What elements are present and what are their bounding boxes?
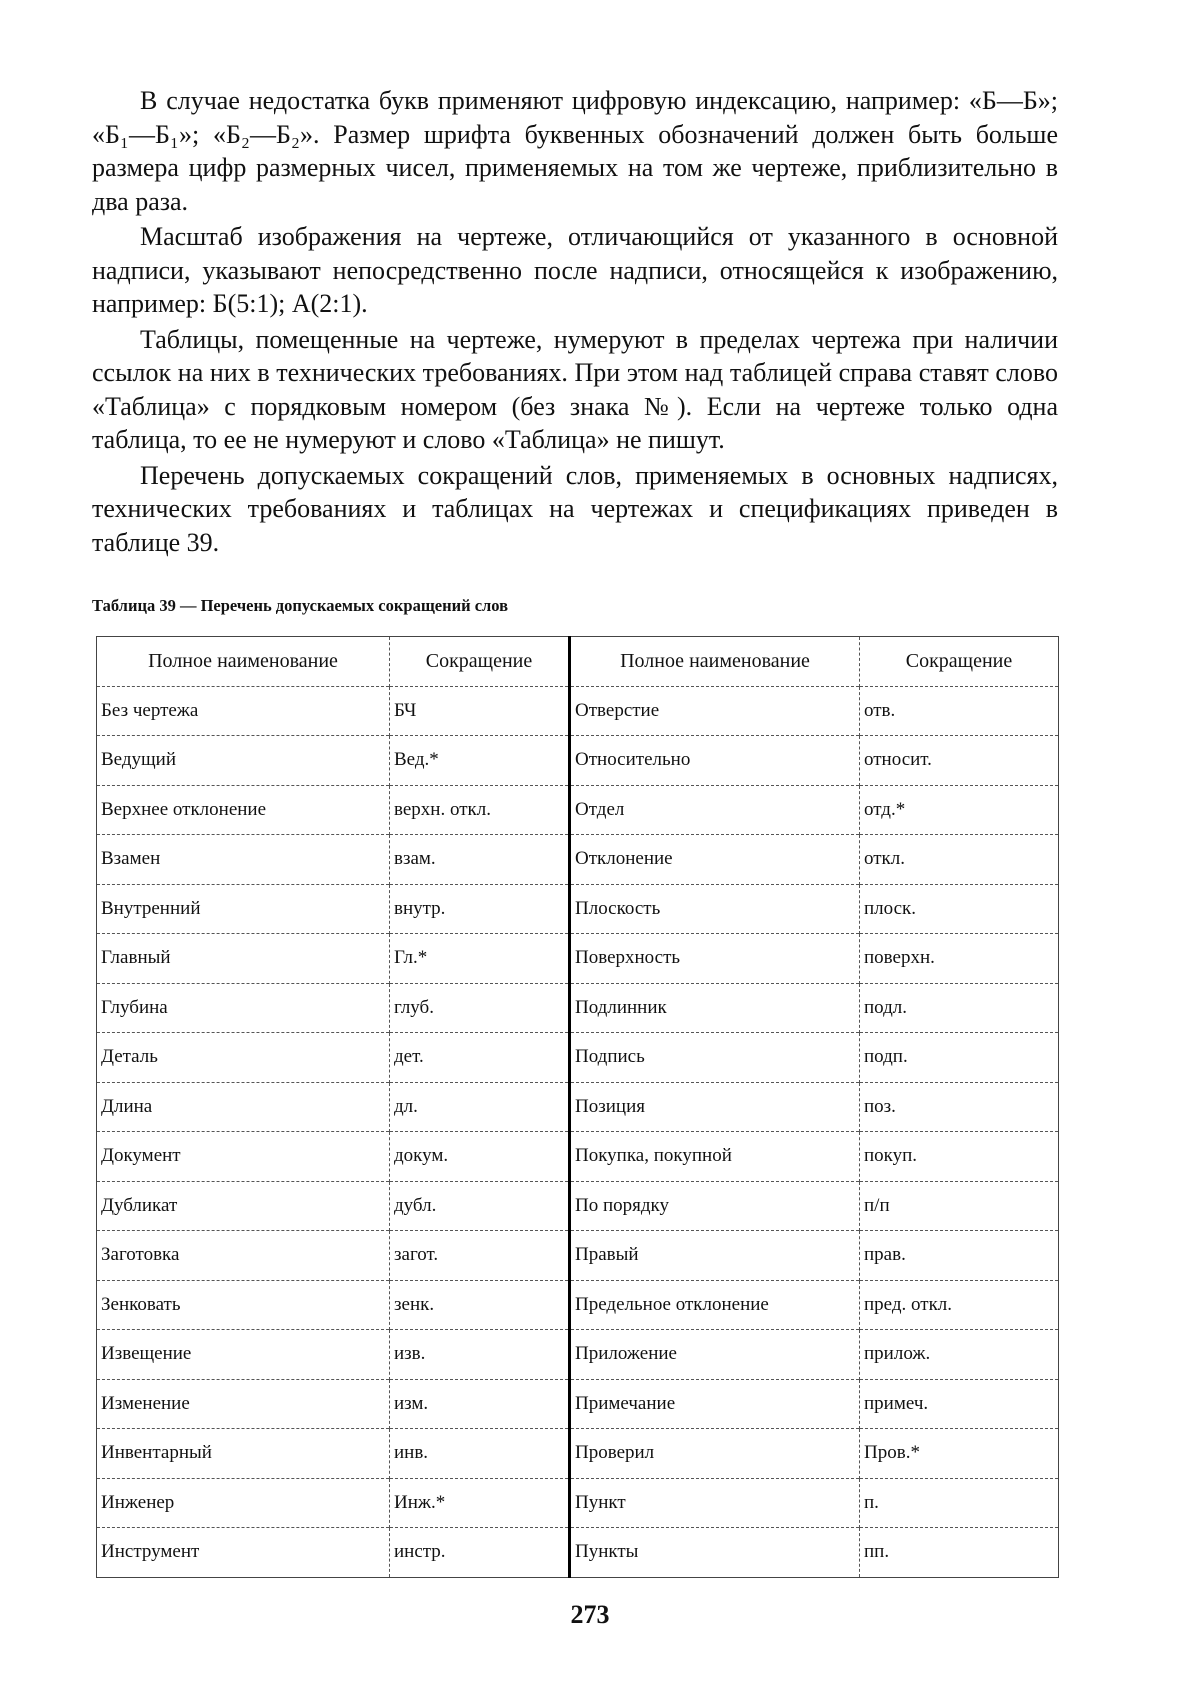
full-name-cell: Плоскость (570, 884, 860, 934)
full-name-cell: Главный (97, 934, 390, 984)
full-name-cell: Поверхность (570, 934, 860, 984)
page-number: 273 (570, 1600, 610, 1629)
abbreviation-cell: пп. (860, 1528, 1059, 1578)
body-text (92, 84, 1058, 561)
full-name-cell: Проверил (570, 1429, 860, 1479)
abbreviation-cell: отд.* (860, 785, 1059, 835)
abbreviation-cell: поз. (860, 1082, 1059, 1132)
abbreviation-cell: Гл.* (390, 934, 570, 984)
abbreviation-cell: дубл. (390, 1181, 570, 1231)
abbreviation-cell: дет. (390, 1033, 570, 1083)
abbreviation-cell: поверхн. (860, 934, 1059, 984)
full-name-cell: Зенковать (97, 1280, 390, 1330)
abbreviation-cell: инстр. (390, 1528, 570, 1578)
abbreviation-cell: подп. (860, 1033, 1059, 1083)
paragraph: Таблицы, помещенные на чертеже, нумеруют в пределах чертежа при наличии ссылок на них в технических требованиях. При этом над таблицей справа ставят слово «Таблица» с порядковым номером (без знака №). Если на чертеже только одна таблица, то ее не нумеруют и слово «Таблица» не пишут. (92, 324, 1058, 454)
full-name-cell: Относительно (570, 736, 860, 786)
table-row (97, 1181, 1059, 1231)
full-name-cell: Инженер (97, 1478, 390, 1528)
abbreviation-cell: п/п (860, 1181, 1059, 1231)
paragraph: Перечень допускаемых сокращений слов, применяемых в основных надписях, технических требованиях и таблицах на чертежах и спецификациях приведен в таблице 39. (92, 460, 1058, 557)
table-row (97, 934, 1059, 984)
paragraph: Масштаб изображения на чертеже, отличающийся от указанного в основной надписи, указывают непосредственно после надписи, относящейся к изображению, например: Б(5:1); А(2:1). (92, 222, 1058, 318)
full-name-cell: Подпись (570, 1033, 860, 1083)
abbreviation-cell: дл. (390, 1082, 570, 1132)
full-name-cell: Документ (97, 1132, 390, 1182)
table-row (97, 1528, 1059, 1578)
full-name-cell: Пункт (570, 1478, 860, 1528)
abbreviation-cell: прилож. (860, 1330, 1059, 1380)
abbreviation-cell: примеч. (860, 1379, 1059, 1429)
column-header: Сокращение (390, 637, 570, 687)
table-row (97, 1478, 1059, 1528)
abbreviation-cell: верхн. откл. (390, 785, 570, 835)
full-name-cell: Правый (570, 1231, 860, 1281)
abbreviation-cell: Инж.* (390, 1478, 570, 1528)
abbreviation-cell: докум. (390, 1132, 570, 1182)
abbreviation-cell: внутр. (390, 884, 570, 934)
full-name-cell: Примечание (570, 1379, 860, 1429)
full-name-cell: Внутренний (97, 884, 390, 934)
abbreviation-cell: прав. (860, 1231, 1059, 1281)
table-body (97, 686, 1059, 1577)
abbreviation-cell: откл. (860, 835, 1059, 885)
abbreviation-cell: загот. (390, 1231, 570, 1281)
full-name-cell: Глубина (97, 983, 390, 1033)
abbreviation-cell: покуп. (860, 1132, 1059, 1182)
full-name-cell: Без чертежа (97, 686, 390, 736)
full-name-cell: Пункты (570, 1528, 860, 1578)
abbreviation-cell: п. (860, 1478, 1059, 1528)
abbreviation-cell: инв. (390, 1429, 570, 1479)
table-row (97, 1379, 1059, 1429)
table-row (97, 1132, 1059, 1182)
column-header: Сокращение (860, 637, 1059, 687)
table-row (97, 835, 1059, 885)
paragraph: В случае недостатка букв применяют цифровую индексацию, например: «Б—Б»; «Б₁—Б₁»; «Б₂—Б₂». Размер шрифта буквенных обозначений должен быть больше размера цифр размерных чисел, применяемых на том же чертеже, приблизительно в два раза. (92, 86, 1058, 216)
table-caption: Таблица 39 — Перечень допускаемых сокращений слов (92, 596, 509, 615)
abbreviation-cell: зенк. (390, 1280, 570, 1330)
abbreviation-cell: изв. (390, 1330, 570, 1380)
full-name-cell: Отдел (570, 785, 860, 835)
abbreviation-cell: глуб. (390, 983, 570, 1033)
full-name-cell: Извещение (97, 1330, 390, 1380)
abbreviations-table (96, 636, 1059, 1578)
column-header: Полное наименование (570, 637, 860, 687)
table-row (97, 1231, 1059, 1281)
table-row (97, 1280, 1059, 1330)
full-name-cell: Длина (97, 1082, 390, 1132)
abbreviation-cell: плоск. (860, 884, 1059, 934)
full-name-cell: Взамен (97, 835, 390, 885)
full-name-cell: Заготовка (97, 1231, 390, 1281)
abbreviation-cell: отв. (860, 686, 1059, 736)
full-name-cell: Инвентарный (97, 1429, 390, 1479)
column-header: Полное наименование (97, 637, 390, 687)
full-name-cell: Отверстие (570, 686, 860, 736)
table-row (97, 1429, 1059, 1479)
table-row (97, 1033, 1059, 1083)
table-row (97, 785, 1059, 835)
abbreviation-cell: пред. откл. (860, 1280, 1059, 1330)
full-name-cell: Деталь (97, 1033, 390, 1083)
full-name-cell: Покупка, покупной (570, 1132, 860, 1182)
table-header-row (97, 637, 1059, 687)
abbreviation-cell: подл. (860, 983, 1059, 1033)
full-name-cell: Подлинник (570, 983, 860, 1033)
abbreviation-cell: Вед.* (390, 736, 570, 786)
abbreviation-cell: изм. (390, 1379, 570, 1429)
full-name-cell: Верхнее отклонение (97, 785, 390, 835)
table-row (97, 1330, 1059, 1380)
full-name-cell: Ведущий (97, 736, 390, 786)
full-name-cell: Дубликат (97, 1181, 390, 1231)
table-row (97, 884, 1059, 934)
table-row (97, 1082, 1059, 1132)
table-row (97, 736, 1059, 786)
full-name-cell: Приложение (570, 1330, 860, 1380)
full-name-cell: Позиция (570, 1082, 860, 1132)
full-name-cell: Инструмент (97, 1528, 390, 1578)
full-name-cell: Отклонение (570, 835, 860, 885)
table-row (97, 686, 1059, 736)
abbreviation-cell: взам. (390, 835, 570, 885)
abbreviation-cell: БЧ (390, 686, 570, 736)
table-row (97, 983, 1059, 1033)
full-name-cell: По порядку (570, 1181, 860, 1231)
full-name-cell: Изменение (97, 1379, 390, 1429)
abbreviation-cell: Пров.* (860, 1429, 1059, 1479)
full-name-cell: Предельное отклонение (570, 1280, 860, 1330)
abbreviation-cell: относит. (860, 736, 1059, 786)
